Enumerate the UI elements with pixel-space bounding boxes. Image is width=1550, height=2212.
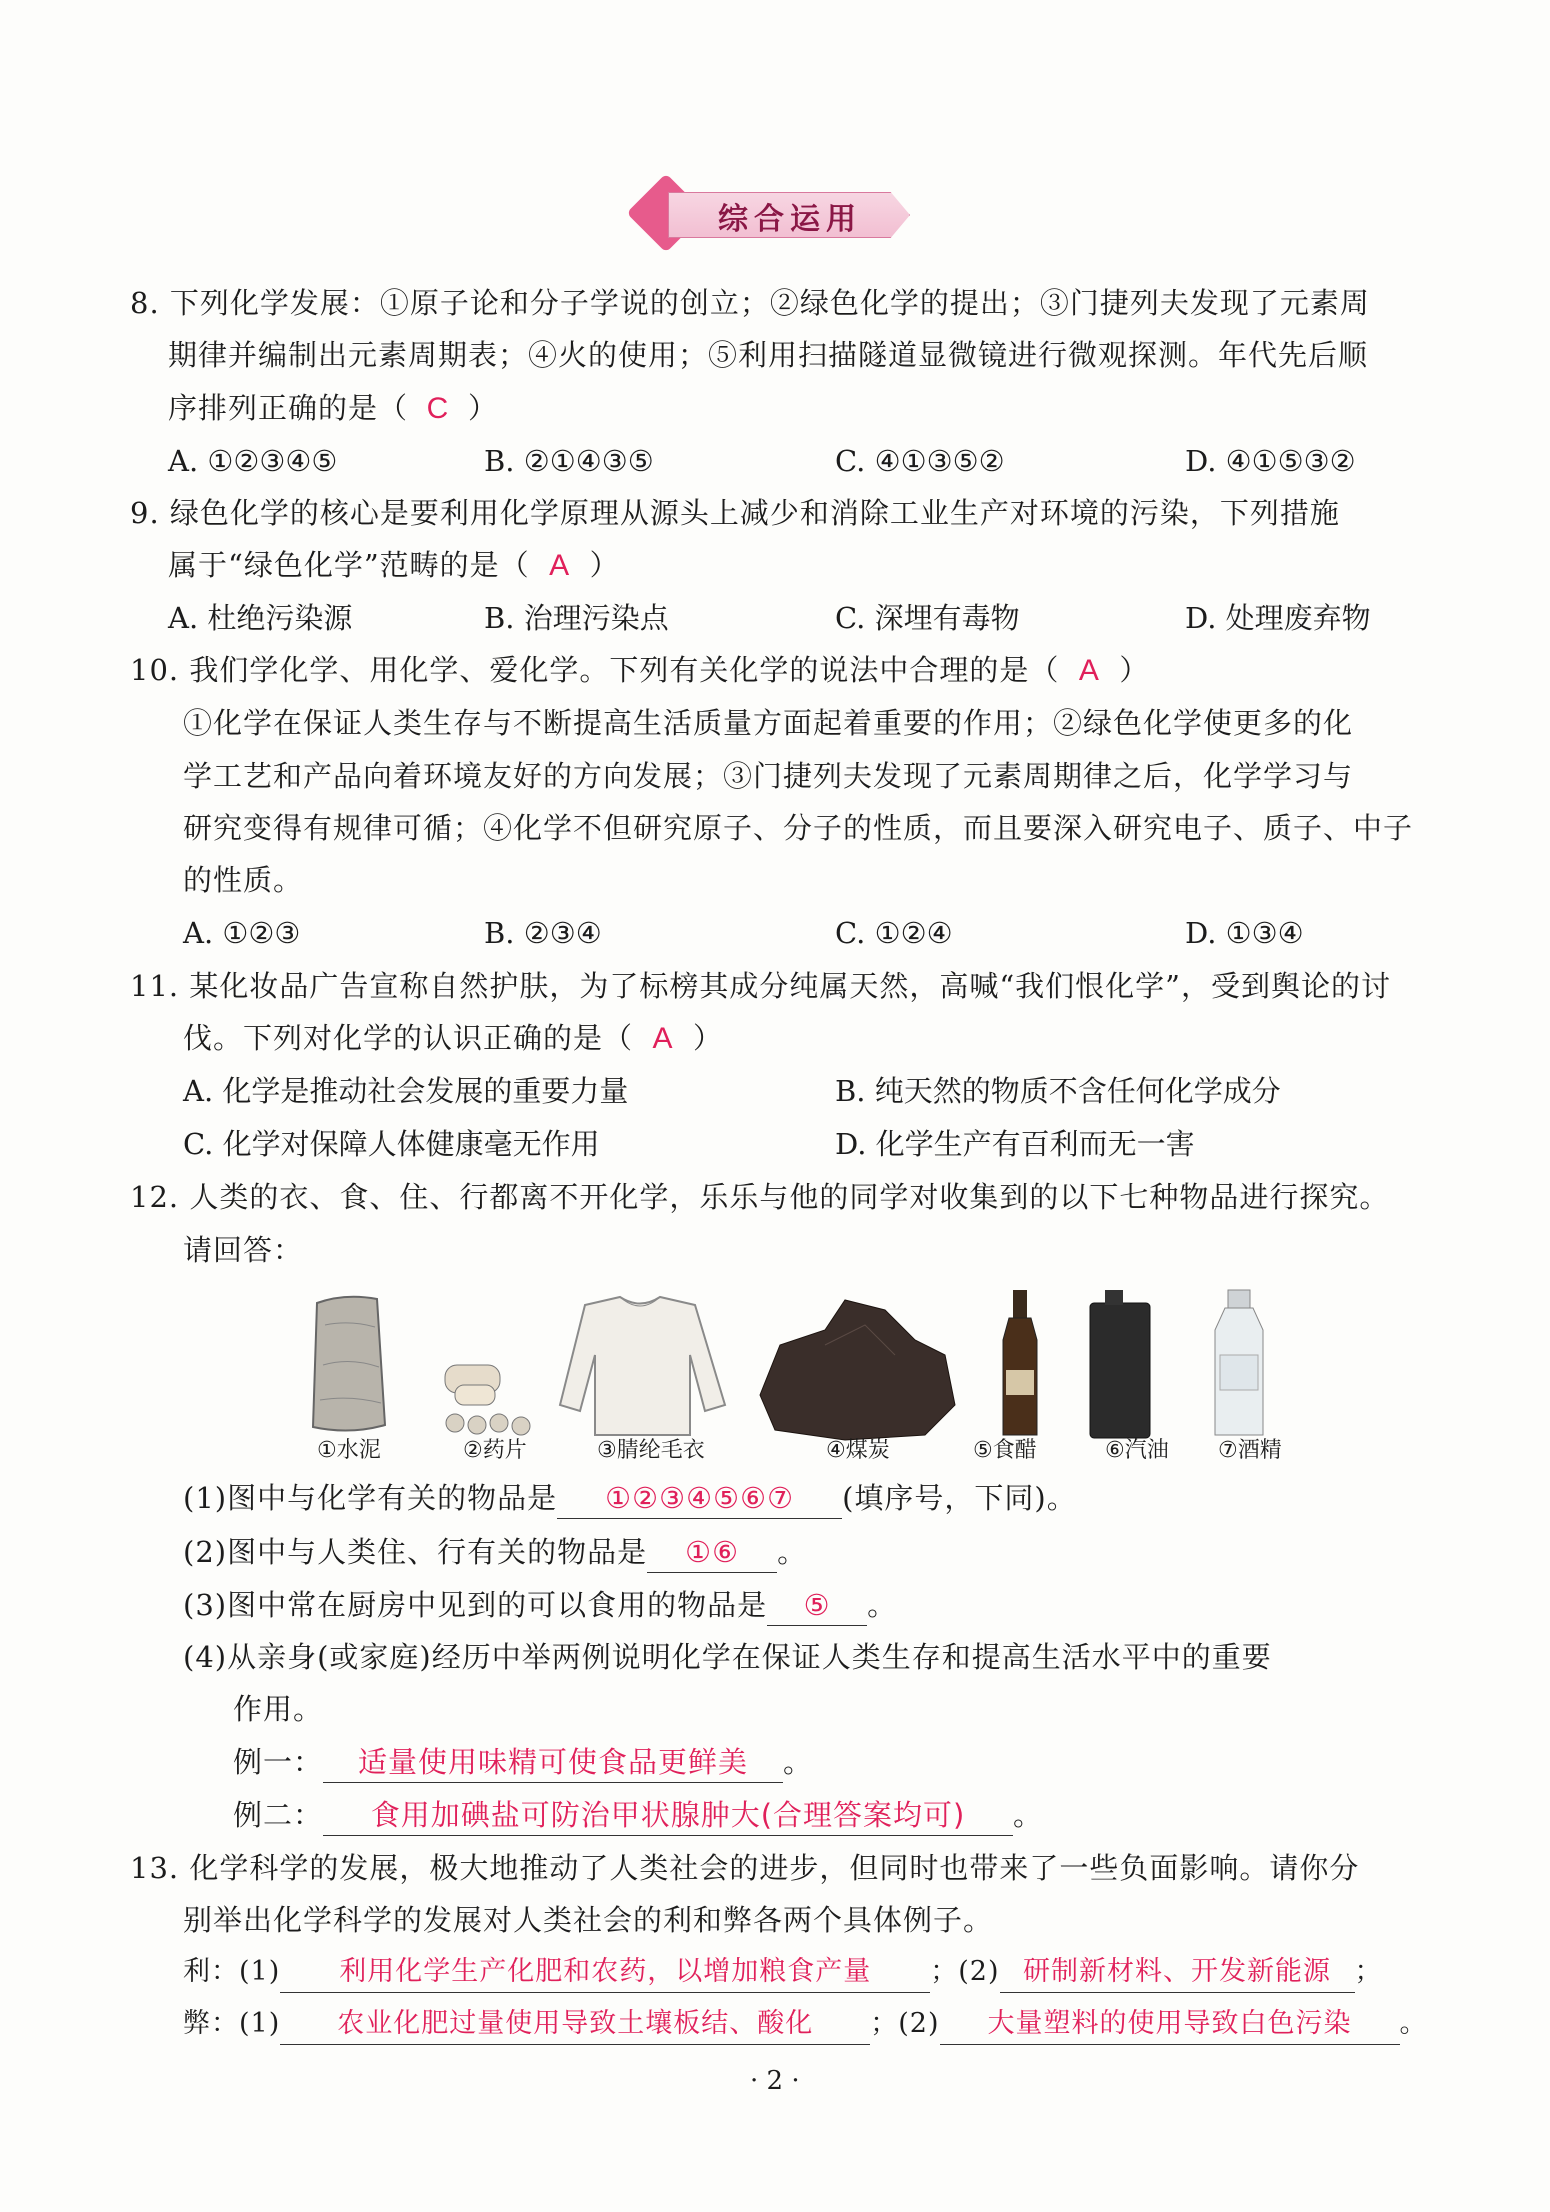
q9-option-a: A. 杜绝污染源 <box>168 601 353 635</box>
q12-part2-end: 。 <box>777 1535 808 1569</box>
q12-part2-answer: ①⑥ <box>647 1532 777 1573</box>
caption-sweater: ③腈纶毛衣 <box>597 1438 705 1463</box>
benefit2-answer: 研制新材料、开发新能源 <box>1000 1952 1355 1993</box>
example2-end: 。 <box>1013 1798 1044 1832</box>
q10-option-b: B. ②③④ <box>484 916 602 950</box>
drawbacks-sep: ；(2) <box>870 2008 940 2039</box>
q12-part1-stem: (1)图中与化学有关的物品是 <box>183 1481 558 1515</box>
q11-option-d: D. 化学生产有百利而无一害 <box>835 1127 1195 1161</box>
drawback2-answer: 大量塑料的使用导致白色污染 <box>940 2004 1400 2045</box>
q12-example1 <box>233 1742 813 1783</box>
q13-line2: 别举出化学科学的发展对人类社会的利和弊各两个具体例子。 <box>183 1903 994 1937</box>
q8-line1: 8. 下列化学发展：①原子论和分子学说的创立；②绿色化学的提出；③门捷列夫发现了元素周 <box>130 286 1370 320</box>
sweater-image <box>560 1297 725 1435</box>
q10-option-d: D. ①③④ <box>1185 916 1304 950</box>
q10-answer: A <box>1078 654 1100 687</box>
q10-paren-close: ） <box>1119 653 1150 687</box>
q9-option-b: B. 治理污染点 <box>484 601 669 635</box>
q13-line1: 13. 化学科学的发展，极大地推动了人类社会的进步，但同时也带来了一些负面影响。请你分 <box>130 1851 1360 1885</box>
caption-vinegar: ⑤食醋 <box>973 1438 1037 1463</box>
q12-part2-stem: (2)图中与人类住、行有关的物品是 <box>183 1535 648 1569</box>
vinegar-bottle-image <box>1003 1290 1037 1435</box>
drawbacks-label: 弊：(1) <box>183 2008 281 2039</box>
q10-option-a: A. ①②③ <box>183 916 301 950</box>
q10-body-line2: 学工艺和产品向着环境友好的方向发展；③门捷列夫发现了元素周期律之后，化学学习与 <box>183 759 1354 793</box>
q12-part3-answer: ⑤ <box>767 1585 867 1626</box>
example1-label: 例一： <box>233 1745 324 1779</box>
q11-option-a: A. 化学是推动社会发展的重要力量 <box>183 1074 629 1108</box>
q10-line1 <box>130 650 1149 691</box>
q11-paren-close: ） <box>693 1021 724 1055</box>
q8-line3 <box>168 388 498 429</box>
q9-paren-close: ） <box>589 548 620 582</box>
benefits-label: 利：(1) <box>183 1956 281 1987</box>
q11-line1: 11. 某化妆品广告宣称自然护肤，为了标榜其成分纯属天然，高喊“我们恨化学”，受到舆论的讨 <box>130 969 1391 1003</box>
q12-part3 <box>183 1585 897 1626</box>
q11-option-b: B. 纯天然的物质不含任何化学成分 <box>835 1074 1281 1108</box>
q12-items-figure <box>305 1285 1325 1450</box>
benefit1-answer: 利用化学生产化肥和农药，以增加粮食产量 <box>280 1952 930 1993</box>
q13-benefits <box>183 1952 1383 1993</box>
caption-pills: ②药片 <box>463 1438 527 1463</box>
q12-part2 <box>183 1532 807 1573</box>
q12-part4-line1: (4)从亲身(或家庭)经历中举两例说明化学在保证人类生存和提高生活水平中的重要 <box>183 1640 1272 1674</box>
pills-image <box>445 1365 530 1435</box>
benefits-sep: ；(2) <box>930 1956 1000 1987</box>
cement-bag-image <box>313 1297 385 1431</box>
q8-paren-close: ） <box>468 391 499 425</box>
section-title: 综合运用 <box>718 202 862 237</box>
q10-body-line1: ①化学在保证人类生存与不断提高生活质量方面起着重要的作用；②绿色化学使更多的化 <box>183 706 1354 740</box>
q8-option-a: A. ①②③④⑤ <box>168 444 338 478</box>
q8-stem-end: 序排列正确的是（ <box>168 391 409 425</box>
section-banner <box>630 180 930 250</box>
q10-body-line4: 的性质。 <box>183 863 304 897</box>
drawbacks-end: 。 <box>1399 2008 1428 2039</box>
benefits-end: ； <box>1354 1956 1383 1987</box>
drawback1-answer: 农业化肥过量使用导致土壤板结、酸化 <box>280 2004 870 2045</box>
page-number: · 2 · <box>750 2066 800 2096</box>
q10-stem: 10. 我们学化学、用化学、爱化学。下列有关化学的说法中合理的是（ <box>130 653 1060 687</box>
q12-example2 <box>233 1795 1043 1836</box>
alcohol-bottle-image <box>1215 1290 1263 1435</box>
q9-line2 <box>168 545 620 586</box>
example1-answer: 适量使用味精可使食品更鲜美 <box>323 1742 783 1783</box>
q12-line1: 12. 人类的衣、食、住、行都离不开化学，乐乐与他的同学对收集到的以下七种物品进行探究。 <box>130 1180 1390 1214</box>
q8-option-b: B. ②①④③⑤ <box>484 444 654 478</box>
example1-end: 。 <box>783 1745 814 1779</box>
example2-label: 例二： <box>233 1798 324 1832</box>
q11-option-c: C. 化学对保障人体健康毫无作用 <box>183 1127 600 1161</box>
q10-body-line3: 研究变得有规律可循；④化学不但研究原子、分子的性质，而且要深入研究电子、质子、中子 <box>183 811 1414 845</box>
q13-drawbacks <box>183 2004 1428 2045</box>
gasoline-can-image <box>1090 1290 1150 1438</box>
q11-answer: A <box>652 1022 674 1055</box>
q9-option-c: C. 深埋有毒物 <box>835 601 1020 635</box>
caption-cement: ①水泥 <box>317 1438 381 1463</box>
q8-line2: 期律并编制出元素周期表；④火的使用；⑤利用扫描隧道显微镜进行微观探测。年代先后顺 <box>168 338 1369 372</box>
q9-option-d: D. 处理废弃物 <box>1185 601 1371 635</box>
q12-part1-end: (填序号，下同)。 <box>842 1481 1077 1515</box>
q8-answer: C <box>426 392 450 425</box>
q9-answer: A <box>549 549 571 582</box>
q12-part1-answer: ①②③④⑤⑥⑦ <box>557 1478 842 1519</box>
q9-line1: 9. 绿色化学的核心是要利用化学原理从源头上减少和消除工业生产对环境的污染，下列措施 <box>130 496 1340 530</box>
q8-option-d: D. ④①⑤③② <box>1185 444 1356 478</box>
q12-part4-line2: 作用。 <box>233 1692 324 1726</box>
q12-part3-end: 。 <box>867 1588 898 1622</box>
coal-image <box>760 1300 955 1440</box>
q8-option-c: C. ④①③⑤② <box>835 444 1005 478</box>
caption-gasoline: ⑥汽油 <box>1105 1438 1169 1463</box>
q11-line2 <box>183 1018 723 1059</box>
q12-part3-stem: (3)图中常在厨房中见到的可以食用的物品是 <box>183 1588 768 1622</box>
q12-part1 <box>183 1478 1077 1519</box>
example2-answer: 食用加碘盐可防治甲状腺肿大(合理答案均可) <box>323 1795 1013 1836</box>
caption-alcohol: ⑦酒精 <box>1218 1438 1282 1463</box>
q11-stem-end: 伐。下列对化学的认识正确的是（ <box>183 1021 634 1055</box>
caption-coal: ④煤炭 <box>826 1438 890 1463</box>
q10-option-c: C. ①②④ <box>835 916 953 950</box>
q12-line2: 请回答： <box>183 1233 304 1267</box>
q9-stem-end: 属于“绿色化学”范畴的是（ <box>168 548 530 582</box>
